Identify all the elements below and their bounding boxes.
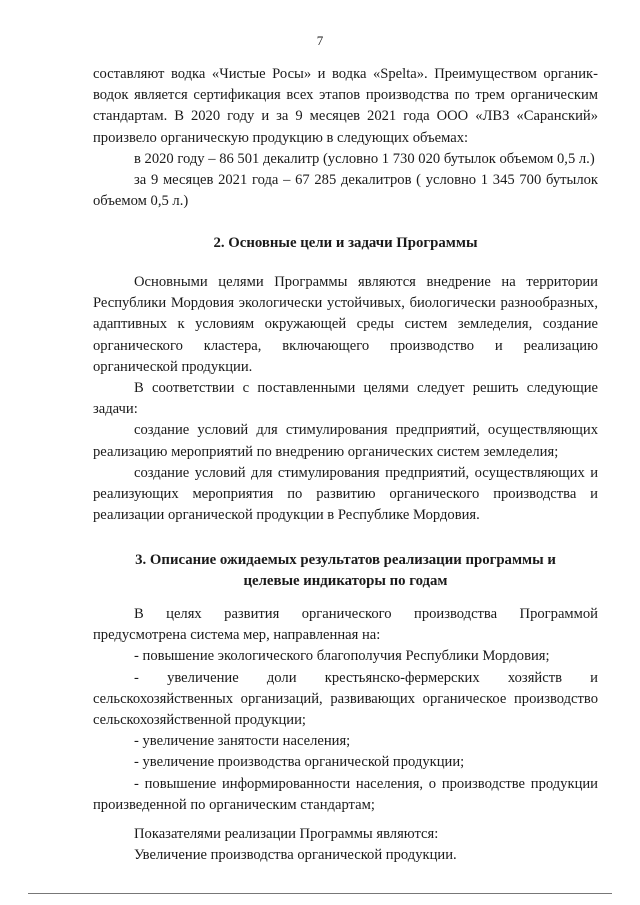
section2-tasks-intro: В соответствии с поставленными целями следует решить следующие задачи: [93,380,598,418]
section3-heading-line1: 3. Описание ожидаемых результатов реализации программы и [135,552,556,568]
section3-measures-intro: В целях развития органического производства Программой предусмотрена система мер, направленная на: [93,606,598,644]
section2-task-1: создание условий для стимулирования предприятий, осуществляющих реализацию мероприятий по внедрению органических систем земледелия; [93,422,598,460]
section2-heading: 2. Основные цели и задачи Программы [213,235,478,251]
intro-volume-2021: за 9 месяцев 2021 года – 67 285 декалитров ( условно 1 345 700 бутылок объемом 0,5 л.) [93,172,598,210]
section3-heading-line2: целевые индикаторы по годам [243,573,448,589]
indicators-intro: Показателями реализации Программы являются: [134,826,439,842]
intro-paragraph: составляют водка «Чистые Росы» и водка «Spelta». Преимуществом органик-водок является сертификация всех этапов производства по трем органическим стандартам. В 2020 году и за 9 месяцев 2021 года ООО «ЛВЗ «Саранский» произвело органическую продукцию в следующих объемах: [93,66,598,146]
page-bottom-edge [28,893,612,894]
page-number: 7 [316,33,324,48]
section3-item-3: - увеличение занятости населения; [134,733,351,750]
section3-item-4: - увеличение производства органической продукции; [134,754,465,771]
section3-heading [93,550,598,592]
section2-task-2: создание условий для стимулирования предприятий, осуществляющих и реализующих мероприятия по развитию органического производства и реализации органической продукции в Республике Мордовия. [93,464,598,524]
section3-indicators-block [93,824,598,866]
section3-item-5: - повышение информированности населения, о производстве продукции произведенной по органическим стандартам; [93,775,598,813]
section3-block [93,604,598,816]
section2-block [93,272,598,526]
section3-item-1: - повышение экологического благополучия Республики Мордовия; [134,648,550,665]
section2-goals-paragraph: Основными целями Программы являются внедрение на территории Республики Мордовия экологически устойчивых, биологически разнообразных, адаптивных к условиям окружающей среды систем земледелия, создание органического кластера, включающего производство и реализацию органической продукции. [93,274,598,375]
intro-volume-2020: в 2020 году – 86 501 декалитр (условно 1 730 020 бутылок объемом 0,5 л.) [134,150,595,167]
indicator-1: Увеличение производства органической продукции. [134,847,457,864]
intro-block [93,64,598,212]
section3-item-2: - увеличение доли крестьянско-фермерских хозяйств и сельскохозяйственных организаций, развивающих органическое производство сельскохозяйственной продукции; [93,669,598,729]
